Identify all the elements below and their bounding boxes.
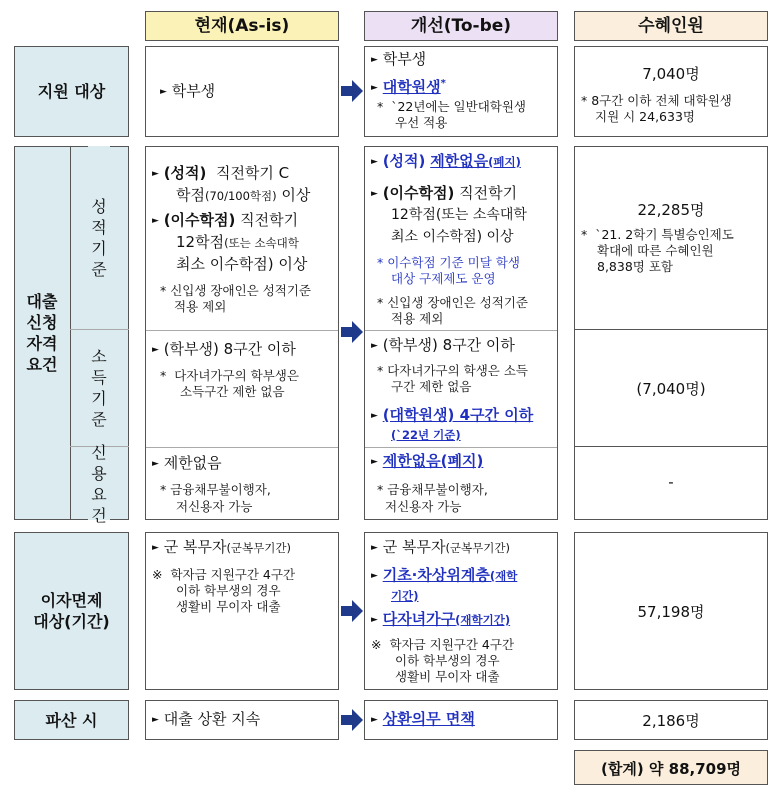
- interest-ben-cell: [574, 532, 768, 690]
- triangle-right-icon: ►: [371, 189, 378, 199]
- header-beneficiaries: 수혜인원: [574, 11, 768, 41]
- header-tobe: 개선(To-be): [364, 11, 558, 41]
- loan-tobe-cell: ► (성적) 제한없음(폐지) ► (이수학점) 직전학기 12학점(또는 소속대학 최소 이수학점) 이상 * 이수학점 기준 미달 학생 대상 구제제도 운영 * 신입생 장애인은 성적기준 적용 제외 ► (학부생) 8구간 이하 * 다자녀가구의 학생은 소득 구간 제한 없음 ► (대학원생) 4구간 이하 (`22년 기준) ► 제한없음(폐지) * 금융채무불이행자, 저신용자 가능: [364, 146, 558, 520]
- bankrupt-tobe-cell: ► 상환의무 면책: [364, 700, 558, 740]
- row-label-interest: 이자면제 대상(기간): [14, 532, 129, 690]
- right-arrow-icon: [341, 600, 363, 622]
- divider: [70, 146, 71, 520]
- triangle-right-icon: ►: [371, 543, 378, 553]
- triangle-right-icon: ►: [371, 615, 378, 625]
- loan-asis-cell: ► (성적) 직전학기 C 학점(70/100학점) 이상 ► (이수학점) 직전학기 12학점(또는 소속대학 최소 이수학점) 이상 * 신입생 장애인은 성적기준 적용 제외 ► (학부생) 8구간 이하 * 다자녀가구의 학부생은 소득구간 제한 없음 ► 제한없음 * 금융채무불이행자, 저신용자 가능: [145, 146, 339, 520]
- total-text: (합계) 약 88,709명: [601, 760, 741, 778]
- support-tobe-undergrad: 학부생: [382, 50, 427, 68]
- total-cell: [574, 750, 768, 785]
- bankrupt-ben-cell: [574, 700, 768, 740]
- triangle-right-icon: ►: [152, 169, 159, 179]
- sublabel-grade: 성적 기준: [88, 146, 110, 329]
- triangle-right-icon: ►: [152, 216, 159, 226]
- right-arrow-icon: [341, 709, 363, 731]
- interest-asis-cell: ► 군 복무자(군복무기간) ※ 학자금 지원구간 4구간 이하 학부생의 경우 생활비 무이자 대출: [145, 532, 339, 690]
- triangle-right-icon: ►: [152, 459, 159, 469]
- triangle-right-icon: ►: [371, 571, 378, 581]
- support-tobe-grad: 대학원생: [382, 78, 441, 96]
- bankrupt-ben-count: 2,186명: [642, 712, 700, 730]
- support-ben-cell: 7,040명 * 8구간 이하 전체 대학원생 지원 시 24,633명: [574, 46, 768, 137]
- row-label-bankrupt: 파산 시: [14, 700, 129, 740]
- right-arrow-icon: [341, 321, 363, 343]
- triangle-right-icon: ►: [371, 341, 378, 351]
- sublabel-credit: 신용 요건: [88, 447, 110, 520]
- support-asis-item: ► 학부생: [160, 82, 216, 100]
- loan-ben-income-cell: [574, 329, 768, 447]
- triangle-right-icon: ►: [371, 715, 378, 725]
- interest-tobe-cell: ► 군 복무자(군복무기간) ► 기초·차상위계층(재학 기간) ► 다자녀가구(재학기간) ※ 학자금 지원구간 4구간 이하 학부생의 경우 생활비 무이자 대출: [364, 532, 558, 690]
- bankrupt-asis-cell: ► 대출 상환 지속: [145, 700, 339, 740]
- triangle-right-icon: ►: [371, 157, 378, 167]
- loan-ben-credit-cell: [574, 446, 768, 520]
- support-tobe-cell: ► 학부생 ► 대학원생* * `22년에는 일반대학원생 우선 적용: [364, 46, 558, 137]
- triangle-right-icon: ►: [371, 457, 378, 467]
- interest-ben-count: 57,198명: [637, 603, 705, 621]
- triangle-right-icon: ►: [371, 411, 378, 421]
- triangle-right-icon: ►: [152, 715, 159, 725]
- sublabel-income: 소득 기준: [88, 330, 110, 446]
- header-asis: 현재(As-is): [145, 11, 339, 41]
- triangle-right-icon: ►: [371, 83, 378, 93]
- row-label-loan: 대출 신청 자격 요건: [26, 292, 58, 374]
- loan-ben-grade-cell: 22,285명 * `21. 2학기 특별승인제도 확대에 따른 수혜인원 8,838명 포함: [574, 146, 768, 330]
- support-asis-cell: [145, 46, 339, 137]
- support-ben-count: 7,040명: [642, 65, 700, 83]
- grade-ben-count: 22,285명: [637, 201, 705, 219]
- triangle-right-icon: ►: [152, 345, 159, 355]
- triangle-right-icon: ►: [371, 55, 378, 65]
- right-arrow-icon: [341, 80, 363, 102]
- income-ben-count: (7,040명): [636, 380, 706, 398]
- triangle-right-icon: ►: [152, 543, 159, 553]
- triangle-right-icon: ►: [160, 87, 167, 97]
- credit-ben-count: -: [668, 473, 674, 491]
- row-label-support: 지원 대상: [14, 46, 129, 137]
